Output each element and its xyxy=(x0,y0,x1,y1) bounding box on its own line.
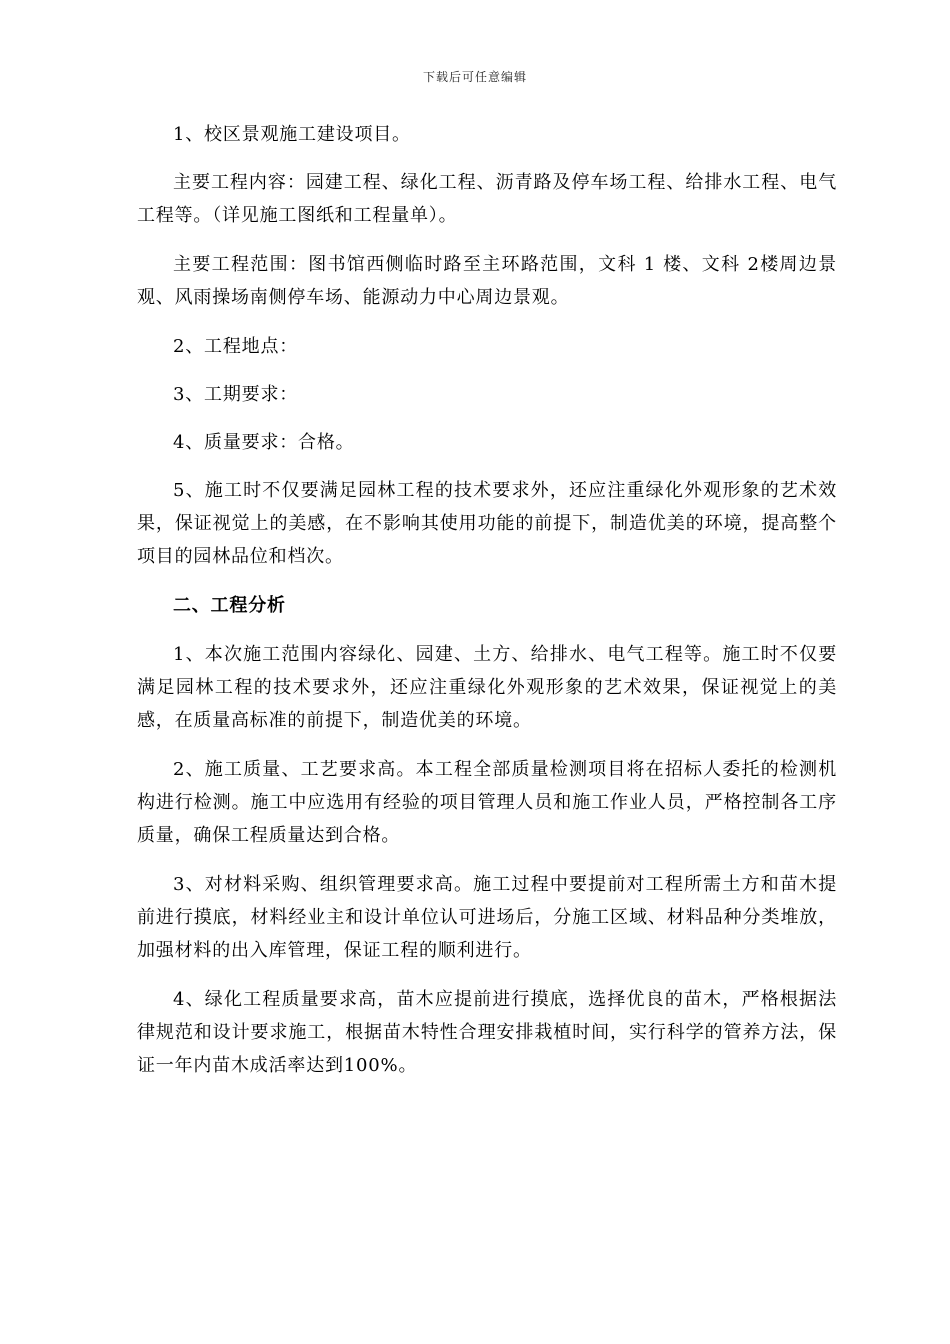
section-heading-engineering-analysis: 二、工程分析 xyxy=(173,595,286,616)
document-body xyxy=(137,118,837,1098)
main-work-content: 主要工程内容：园建工程、绿化工程、沥青路及停车场工程、给排水工程、电气工程等。（详见施工图纸和工程量单）。 xyxy=(137,172,837,226)
schedule-requirement: 3、工期要求： xyxy=(173,384,299,405)
page-header: 下载后可任意编辑 xyxy=(422,70,527,84)
main-work-scope: 主要工程范围：图书馆西侧临时路至主环路范围，文科 1 楼、文科 2楼周边景观、风雨操场南侧停车场、能源动力中心周边景观。 xyxy=(137,254,837,308)
analysis-item-1: 1、本次施工范围内容绿化、园建、土方、给排水、电气工程等。施工时不仅要满足园林工程的技术要求外，还应注重绿化外观形象的艺术效果，保证视觉上的美感，在质量高标准的前提下，制造优美的环境。 xyxy=(137,644,837,731)
analysis-item-4: 4、绿化工程质量要求高，苗木应提前进行摸底，选择优良的苗木，严格根据法律规范和设计要求施工，根据苗木特性合理安排栽植时间，实行科学的管养方法，保证一年内苗木成活率达到100%。 xyxy=(137,989,837,1076)
quality-requirement: 4、质量要求：合格。 xyxy=(173,432,355,453)
construction-requirement: 5、施工时不仅要满足园林工程的技术要求外，还应注重绿化外观形象的艺术效果，保证视觉上的美感，在不影响其使用功能的前提下，制造优美的环境，提高整个项目的园林品位和档次。 xyxy=(137,480,837,567)
analysis-item-3: 3、对材料采购、组织管理要求高。施工过程中要提前对工程所需土方和苗木提前进行摸底，材料经业主和设计单位认可进场后，分施工区域、材料品种分类堆放，加强材料的出入库管理，保证工程的顺利进行。 xyxy=(137,874,837,961)
project-location: 2、工程地点： xyxy=(173,336,299,357)
project-item-1: 1、校区景观施工建设项目。 xyxy=(173,124,411,145)
analysis-item-2: 2、施工质量、工艺要求高。本工程全部质量检测项目将在招标人委托的检测机构进行检测。施工中应选用有经验的项目管理人员和施工作业人员，严格控制各工序质量，确保工程质量达到合格。 xyxy=(137,759,837,846)
